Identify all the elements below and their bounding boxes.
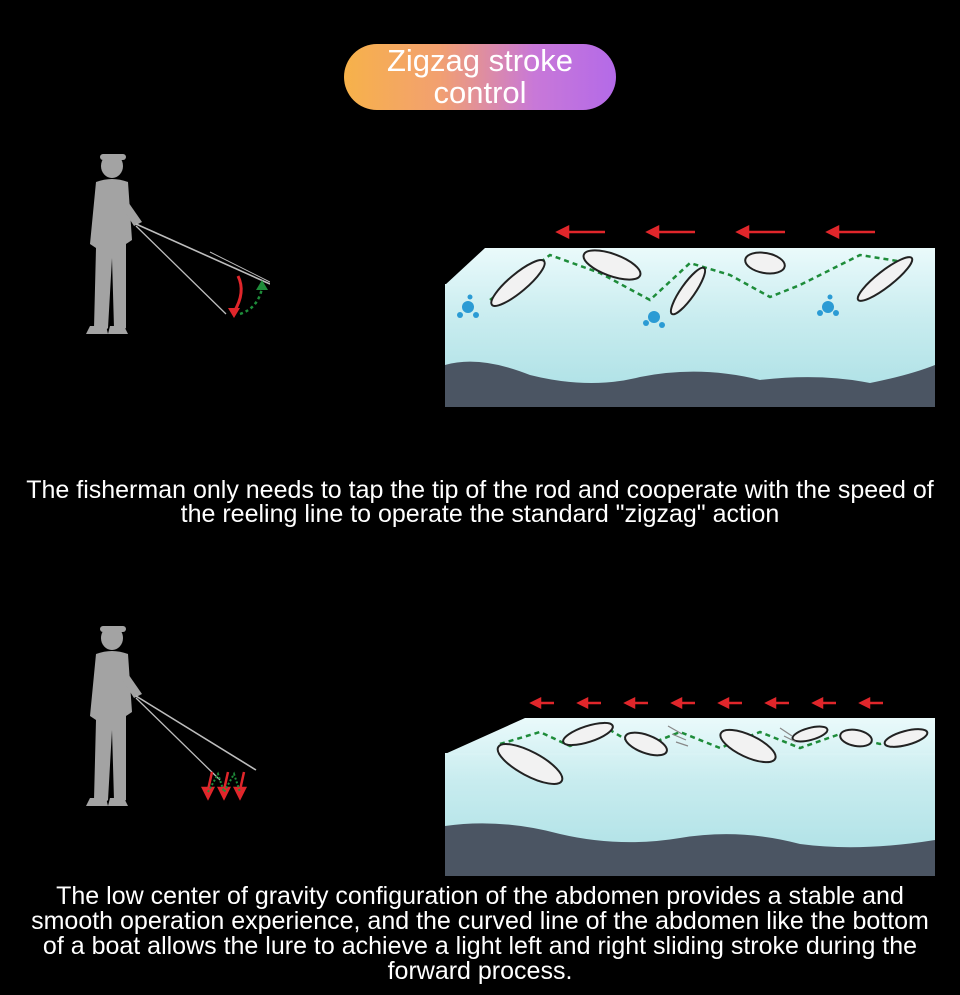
title-text: Zigzag stroke control <box>386 43 574 110</box>
red-left-arrows-2 <box>532 699 883 707</box>
water-scene-1 <box>440 215 940 415</box>
rod-tap-arrows-2 <box>200 768 260 808</box>
caption-1: The fisherman only needs to tap the tip of the rod and cooperate with the speed of the reeling line to operate the standard "zigzag" action <box>26 476 934 528</box>
water-scene-2 <box>440 688 940 888</box>
rod-tap-arrows-1 <box>224 270 284 330</box>
title-badge <box>344 44 616 110</box>
caption-2: The low center of gravity configuration of the abdomen provides a stable and smooth operation experience, and the curved line of the abdomen like the bottom of a boat allows the lure to achieve a light left and right sliding stroke during the forward process. <box>31 882 929 985</box>
red-left-arrows-1 <box>558 227 875 237</box>
